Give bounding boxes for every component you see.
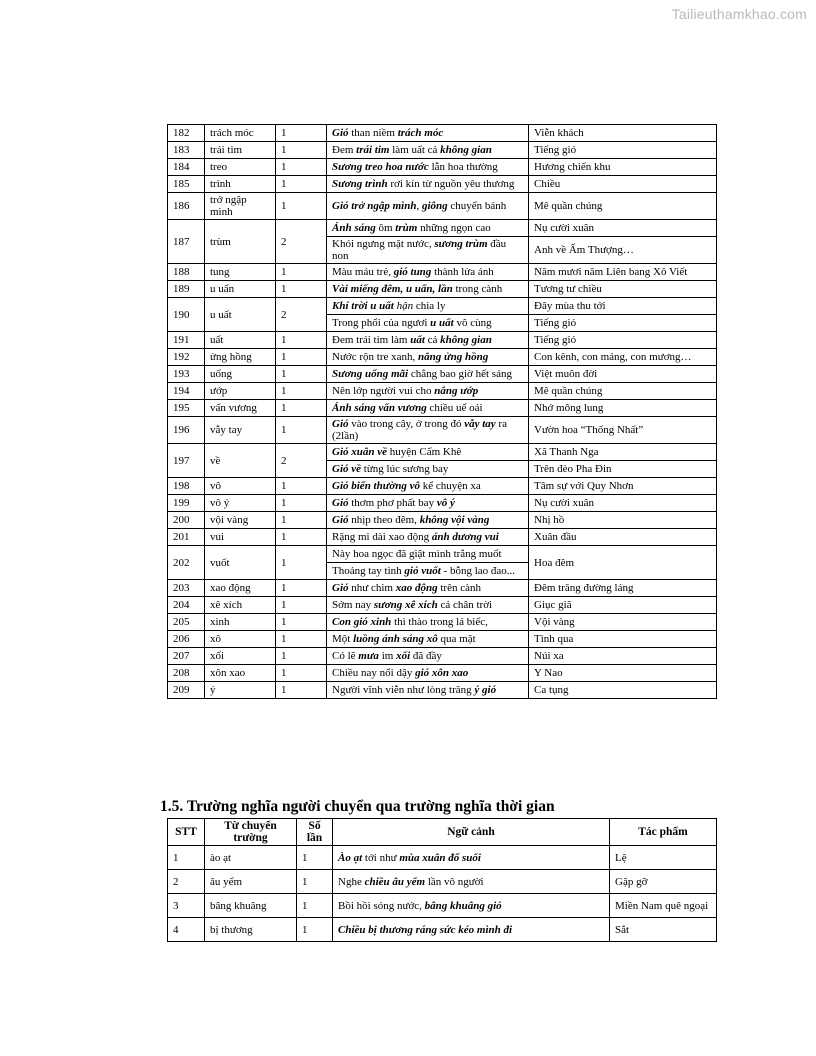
table-row	[168, 580, 717, 597]
word-cell: trở ngập mình	[205, 193, 276, 220]
word-cell: tung	[205, 264, 276, 281]
emphasis: ý gió	[474, 684, 497, 696]
emphasis: trách móc	[397, 127, 444, 139]
count-cell: 1	[297, 870, 333, 894]
emphasis: gió xôn xao	[415, 667, 469, 679]
emphasis: gió vuốt	[404, 565, 441, 577]
emphasis: Ánh sáng vấn vương	[332, 402, 427, 414]
work-cell: Ca tụng	[529, 682, 717, 699]
word-cell: xinh	[205, 614, 276, 631]
word-cell: trái tim	[205, 142, 276, 159]
context-cell: Gió nhịp theo đêm, không vội vàng	[327, 512, 529, 529]
emphasis: gió tung	[393, 266, 432, 278]
work-cell: Năm mươi năm Liên bang Xô Viết	[529, 264, 717, 281]
count-cell: 1	[297, 846, 333, 870]
emphasis: mùa xuân đổ suối	[399, 851, 481, 864]
table-row	[168, 648, 717, 665]
context-cell: Vài miếng đêm, u uẩn, lần trong cành	[327, 281, 529, 298]
count-cell: 2	[276, 220, 327, 264]
stt-cell: 196	[168, 417, 205, 444]
count-cell: 1	[276, 631, 327, 648]
word-cell: vô ý	[205, 495, 276, 512]
stt-cell: 183	[168, 142, 205, 159]
count-cell: 1	[297, 894, 333, 918]
table-row	[168, 298, 717, 315]
word-cell: xê xích	[205, 597, 276, 614]
word-cell: uống	[205, 366, 276, 383]
emphasis: u uất	[430, 317, 454, 329]
count-cell: 1	[276, 682, 327, 699]
emphasis: Gió xuân về	[332, 446, 387, 458]
work-cell: Vội vàng	[529, 614, 717, 631]
word-cell: trách móc	[205, 125, 276, 142]
table-row	[168, 159, 717, 176]
stt-cell: 200	[168, 512, 205, 529]
work-cell: Sắt	[610, 918, 717, 942]
work-cell: Hương chiến khu	[529, 159, 717, 176]
emphasis: chiều âu yếm	[364, 875, 426, 888]
table-row	[168, 366, 717, 383]
emphasis: không gian	[440, 144, 492, 156]
emphasis: Gió trở ngập mình	[332, 200, 417, 212]
header-stt: STT	[168, 819, 205, 846]
table-row	[168, 495, 717, 512]
stt-cell: 209	[168, 682, 205, 699]
word-cell: xao động	[205, 580, 276, 597]
emphasis: uất	[410, 334, 425, 346]
count-cell: 1	[276, 648, 327, 665]
stt-cell: 204	[168, 597, 205, 614]
work-cell: Tiếng gió	[529, 142, 717, 159]
table-row	[168, 614, 717, 631]
count-cell: 1	[297, 918, 333, 942]
count-cell: 1	[276, 159, 327, 176]
emphasis: Gió	[332, 127, 349, 139]
count-cell: 1	[276, 281, 327, 298]
word-cell: u uất	[205, 298, 276, 332]
count-cell: 1	[276, 546, 327, 580]
context-cell: Thoảng tay tình gió vuốt - bỗng lao đao...	[327, 563, 529, 580]
context-cell: Gió như chim xao động trên cành	[327, 580, 529, 597]
work-cell: Tâm sự với Quy Nhơn	[529, 478, 717, 495]
stt-cell: 206	[168, 631, 205, 648]
context-cell: Người vĩnh viễn như lòng trăng ý gió	[327, 682, 529, 699]
word-table-1	[167, 124, 717, 699]
stt-cell: 186	[168, 193, 205, 220]
work-cell: Chiều	[529, 176, 717, 193]
header-word: Từ chuyển trường	[205, 819, 297, 846]
stt-cell: 198	[168, 478, 205, 495]
stt-cell: 202	[168, 546, 205, 580]
count-cell: 1	[276, 665, 327, 682]
count-cell: 1	[276, 193, 327, 220]
table-row	[168, 142, 717, 159]
table-header-row	[168, 819, 717, 846]
work-cell: Miền Nam quê ngoại	[610, 894, 717, 918]
context-cell: Khói ngưng mặt nước, sương trùm đầu non	[327, 237, 529, 264]
work-cell: Con kênh, con máng, con mương…	[529, 349, 717, 366]
context-cell: Trong phổi của ngươi u uất vô cùng	[327, 315, 529, 332]
emphasis: ánh dương vui	[431, 531, 499, 543]
table-row	[168, 529, 717, 546]
emphasis: trái tim	[356, 144, 390, 156]
count-cell: 2	[276, 444, 327, 478]
emphasis: giông	[421, 200, 448, 212]
stt-cell: 194	[168, 383, 205, 400]
stt-cell: 193	[168, 366, 205, 383]
emphasis: Gió biển thường vô	[332, 480, 420, 492]
emphasis: mưa	[358, 650, 379, 662]
emphasis: Khí trời u uất	[332, 300, 394, 312]
stt-cell: 189	[168, 281, 205, 298]
word-cell: vô	[205, 478, 276, 495]
context-cell: Bồi hồi sóng nước, bâng khuâng gió	[333, 894, 610, 918]
context-cell: Nghe chiều âu yếm lần vô người	[333, 870, 610, 894]
count-cell: 1	[276, 417, 327, 444]
table-row	[168, 417, 717, 444]
context-cell: Ánh sáng ôm trùm những ngọn cao	[327, 220, 529, 237]
count-cell: 1	[276, 580, 327, 597]
work-cell: Xuân đầu	[529, 529, 717, 546]
stt-cell: 190	[168, 298, 205, 332]
count-cell: 1	[276, 529, 327, 546]
table-row	[168, 193, 717, 220]
emphasis: bâng khuâng gió	[424, 899, 502, 912]
stt-cell: 1	[168, 846, 205, 870]
work-cell: Tiếng gió	[529, 332, 717, 349]
stt-cell: 2	[168, 870, 205, 894]
work-cell: Gặp gỡ	[610, 870, 717, 894]
emphasis: Sương trình	[332, 178, 388, 190]
word-cell: vuốt	[205, 546, 276, 580]
emphasis: Gió	[332, 582, 349, 594]
count-cell: 1	[276, 383, 327, 400]
table-row	[168, 478, 717, 495]
word-cell: trình	[205, 176, 276, 193]
work-cell: Nụ cười xuân	[529, 220, 717, 237]
stt-cell: 4	[168, 918, 205, 942]
emphasis: vô ý	[436, 497, 455, 509]
count-cell: 1	[276, 176, 327, 193]
count-cell: 1	[276, 349, 327, 366]
work-cell: Trên đèo Pha Đin	[529, 461, 717, 478]
work-cell: Tiếng gió	[529, 315, 717, 332]
context-cell: Khí trời u uất hận chia ly	[327, 298, 529, 315]
work-cell: Vườn hoa “Thống Nhất”	[529, 417, 717, 444]
word-cell: âu yếm	[205, 870, 297, 894]
context-cell: Ánh sáng vấn vương chiều uể oải	[327, 400, 529, 417]
word-cell: ướp	[205, 383, 276, 400]
count-cell: 1	[276, 614, 327, 631]
work-cell: Mê quần chúng	[529, 193, 717, 220]
emphasis: Ánh sáng	[332, 222, 376, 234]
word-cell: vấn vương	[205, 400, 276, 417]
count-cell: 1	[276, 366, 327, 383]
word-cell: về	[205, 444, 276, 478]
word-cell: treo	[205, 159, 276, 176]
emphasis: Gió	[332, 418, 349, 430]
table-row	[168, 176, 717, 193]
table-row	[168, 512, 717, 529]
emphasis: vẫy tay	[464, 418, 496, 430]
context-cell: Ào ạt tới như mùa xuân đổ suối	[333, 846, 610, 870]
work-cell: Y Nao	[529, 665, 717, 682]
stt-cell: 203	[168, 580, 205, 597]
work-cell: Đêm trăng đường láng	[529, 580, 717, 597]
context-cell: Gió biển thường vô kể chuyện xa	[327, 478, 529, 495]
table-row	[168, 383, 717, 400]
work-cell: Anh về Ấm Thượng…	[529, 237, 717, 264]
emphasis: hận	[396, 300, 414, 312]
emphasis: Gió	[332, 514, 349, 526]
word-table-2	[167, 818, 717, 942]
work-cell: Nụ cười xuân	[529, 495, 717, 512]
stt-cell: 192	[168, 349, 205, 366]
count-cell: 1	[276, 597, 327, 614]
emphasis: Gió	[332, 497, 349, 509]
stt-cell: 195	[168, 400, 205, 417]
work-cell: Núi xa	[529, 648, 717, 665]
context-cell: Nên lớp người vui cho nắng ướp	[327, 383, 529, 400]
context-cell: Có lẽ mưa im xối đã đầy	[327, 648, 529, 665]
word-table-1-body	[168, 125, 717, 699]
context-cell	[333, 918, 610, 942]
work-cell: Xã Thanh Nga	[529, 444, 717, 461]
context-cell: Gió thơm phơ phất bay vô ý	[327, 495, 529, 512]
context-cell: Đem trái tim làm uất cả không gian	[327, 142, 529, 159]
stt-cell: 3	[168, 894, 205, 918]
work-cell: Tương tư chiều	[529, 281, 717, 298]
emphasis: không vội vàng	[419, 514, 490, 526]
work-cell: Giục giã	[529, 597, 717, 614]
count-cell: 1	[276, 125, 327, 142]
context-cell: Gió than niềm trách móc	[327, 125, 529, 142]
word-cell: vội vàng	[205, 512, 276, 529]
emphasis: trùm	[395, 222, 418, 234]
table-row	[168, 631, 717, 648]
work-cell: Tình qua	[529, 631, 717, 648]
header-count: Số lần	[297, 819, 333, 846]
table-row	[168, 682, 717, 699]
emphasis: sương xê xích	[373, 599, 438, 611]
context-cell: Sương uống mãi chẳng bao giờ hết sáng	[327, 366, 529, 383]
emphasis: nắng ửng hồng	[418, 351, 489, 363]
context-cell: Gió vào trong cây, ở trong đó vẫy tay ra (2lần)	[327, 417, 529, 444]
count-cell: 1	[276, 142, 327, 159]
emphasis: Sương uống mãi	[332, 368, 409, 380]
table-row	[168, 918, 717, 942]
table-row	[168, 846, 717, 870]
stt-cell: 182	[168, 125, 205, 142]
emphasis: Vài miếng đêm, u uẩn, lần	[332, 283, 453, 295]
table-row	[168, 597, 717, 614]
context-cell: Con gió xinh thì thào trong lá biếc,	[327, 614, 529, 631]
context-cell: Sương treo hoa nước lẫn hoa thường	[327, 159, 529, 176]
table-row	[168, 546, 717, 563]
table-row	[168, 349, 717, 366]
work-cell: Đây mùa thu tới	[529, 298, 717, 315]
word-cell: uất	[205, 332, 276, 349]
emphasis: Sương treo hoa nước	[332, 161, 429, 173]
context-cell: Đem trái tim làm uất cả không gian	[327, 332, 529, 349]
work-cell: Nhớ mông lung	[529, 400, 717, 417]
emphasis: xao động	[395, 582, 438, 594]
stt-cell: 197	[168, 444, 205, 478]
context-cell: Này hoa ngọc đã giật mình trắng muốt	[327, 546, 529, 563]
word-cell: bị thương	[205, 918, 297, 942]
table-row	[168, 870, 717, 894]
stt-cell: 185	[168, 176, 205, 193]
word-cell: xô	[205, 631, 276, 648]
context-cell: Gió về từng lúc sương bay	[327, 461, 529, 478]
table-row	[168, 894, 717, 918]
context-cell: Sương trình rơi kín từ nguồn yêu thương	[327, 176, 529, 193]
stt-cell: 184	[168, 159, 205, 176]
context-cell: Rặng mi dài xao động ánh dương vui	[327, 529, 529, 546]
stt-cell: 208	[168, 665, 205, 682]
stt-cell: 199	[168, 495, 205, 512]
word-cell: xối	[205, 648, 276, 665]
emphasis: Gió về	[332, 463, 362, 475]
header-work: Tác phẩm	[610, 819, 717, 846]
work-cell: Lệ	[610, 846, 717, 870]
header-context: Ngữ cảnh	[333, 819, 610, 846]
word-cell: xôn xao	[205, 665, 276, 682]
word-cell: ý	[205, 682, 276, 699]
word-cell: ửng hồng	[205, 349, 276, 366]
watermark: Tailieuthamkhao.com	[671, 6, 807, 22]
count-cell: 1	[276, 478, 327, 495]
table-row	[168, 281, 717, 298]
table-row	[168, 665, 717, 682]
count-cell: 1	[276, 400, 327, 417]
context-cell: Một luồng ánh sáng xô qua mặt	[327, 631, 529, 648]
stt-cell: 191	[168, 332, 205, 349]
context-cell: Nước rộn tre xanh, nắng ửng hồng	[327, 349, 529, 366]
emphasis: nắng ướp	[434, 385, 479, 397]
word-cell: bâng khuâng	[205, 894, 297, 918]
emphasis: luồng ánh sáng xô	[353, 633, 438, 645]
context-cell: Sớm nay sương xê xích cả chân trời	[327, 597, 529, 614]
table-row	[168, 400, 717, 417]
emphasis: Con gió xinh	[332, 616, 392, 628]
emphasis: Ào ạt	[338, 851, 363, 864]
section-title: 1.5. Trường nghĩa người chuyển qua trường nghĩa thời gian	[160, 798, 555, 815]
count-cell: 1	[276, 512, 327, 529]
context-cell: Chiều nay nổi dậy gió xôn xao	[327, 665, 529, 682]
table-row	[168, 220, 717, 237]
stt-cell: 207	[168, 648, 205, 665]
work-cell: Viễn khách	[529, 125, 717, 142]
context-cell: Gió xuân về huyện Cẩm Khê	[327, 444, 529, 461]
word-cell: trùm	[205, 220, 276, 264]
word-cell: vui	[205, 529, 276, 546]
stt-cell: 188	[168, 264, 205, 281]
stt-cell: 201	[168, 529, 205, 546]
work-cell: Mê quần chúng	[529, 383, 717, 400]
count-cell: 2	[276, 298, 327, 332]
table-row	[168, 444, 717, 461]
emphasis: sương trùm	[434, 238, 488, 250]
count-cell: 1	[276, 264, 327, 281]
emphasis: không gian	[440, 334, 492, 346]
stt-cell: 187	[168, 220, 205, 264]
context-cell: Gió trở ngập mình, giông chuyển bánh	[327, 193, 529, 220]
count-cell: 1	[276, 332, 327, 349]
emphasis: Chiều bị thương ráng sức kéo mình đi	[338, 923, 513, 936]
context-cell: Màu máu trẻ, gió tung thành lửa ánh	[327, 264, 529, 281]
word-cell: ào ạt	[205, 846, 297, 870]
work-cell: Việt muôn đời	[529, 366, 717, 383]
table-row	[168, 264, 717, 281]
table-row	[168, 332, 717, 349]
count-cell: 1	[276, 495, 327, 512]
work-cell: Nhị hồ	[529, 512, 717, 529]
work-cell: Hoa đêm	[529, 546, 717, 580]
stt-cell: 205	[168, 614, 205, 631]
word-table-2-body	[168, 846, 717, 942]
word-cell: u uẩn	[205, 281, 276, 298]
word-cell: vẫy tay	[205, 417, 276, 444]
emphasis: xối	[396, 650, 411, 662]
table-row	[168, 125, 717, 142]
